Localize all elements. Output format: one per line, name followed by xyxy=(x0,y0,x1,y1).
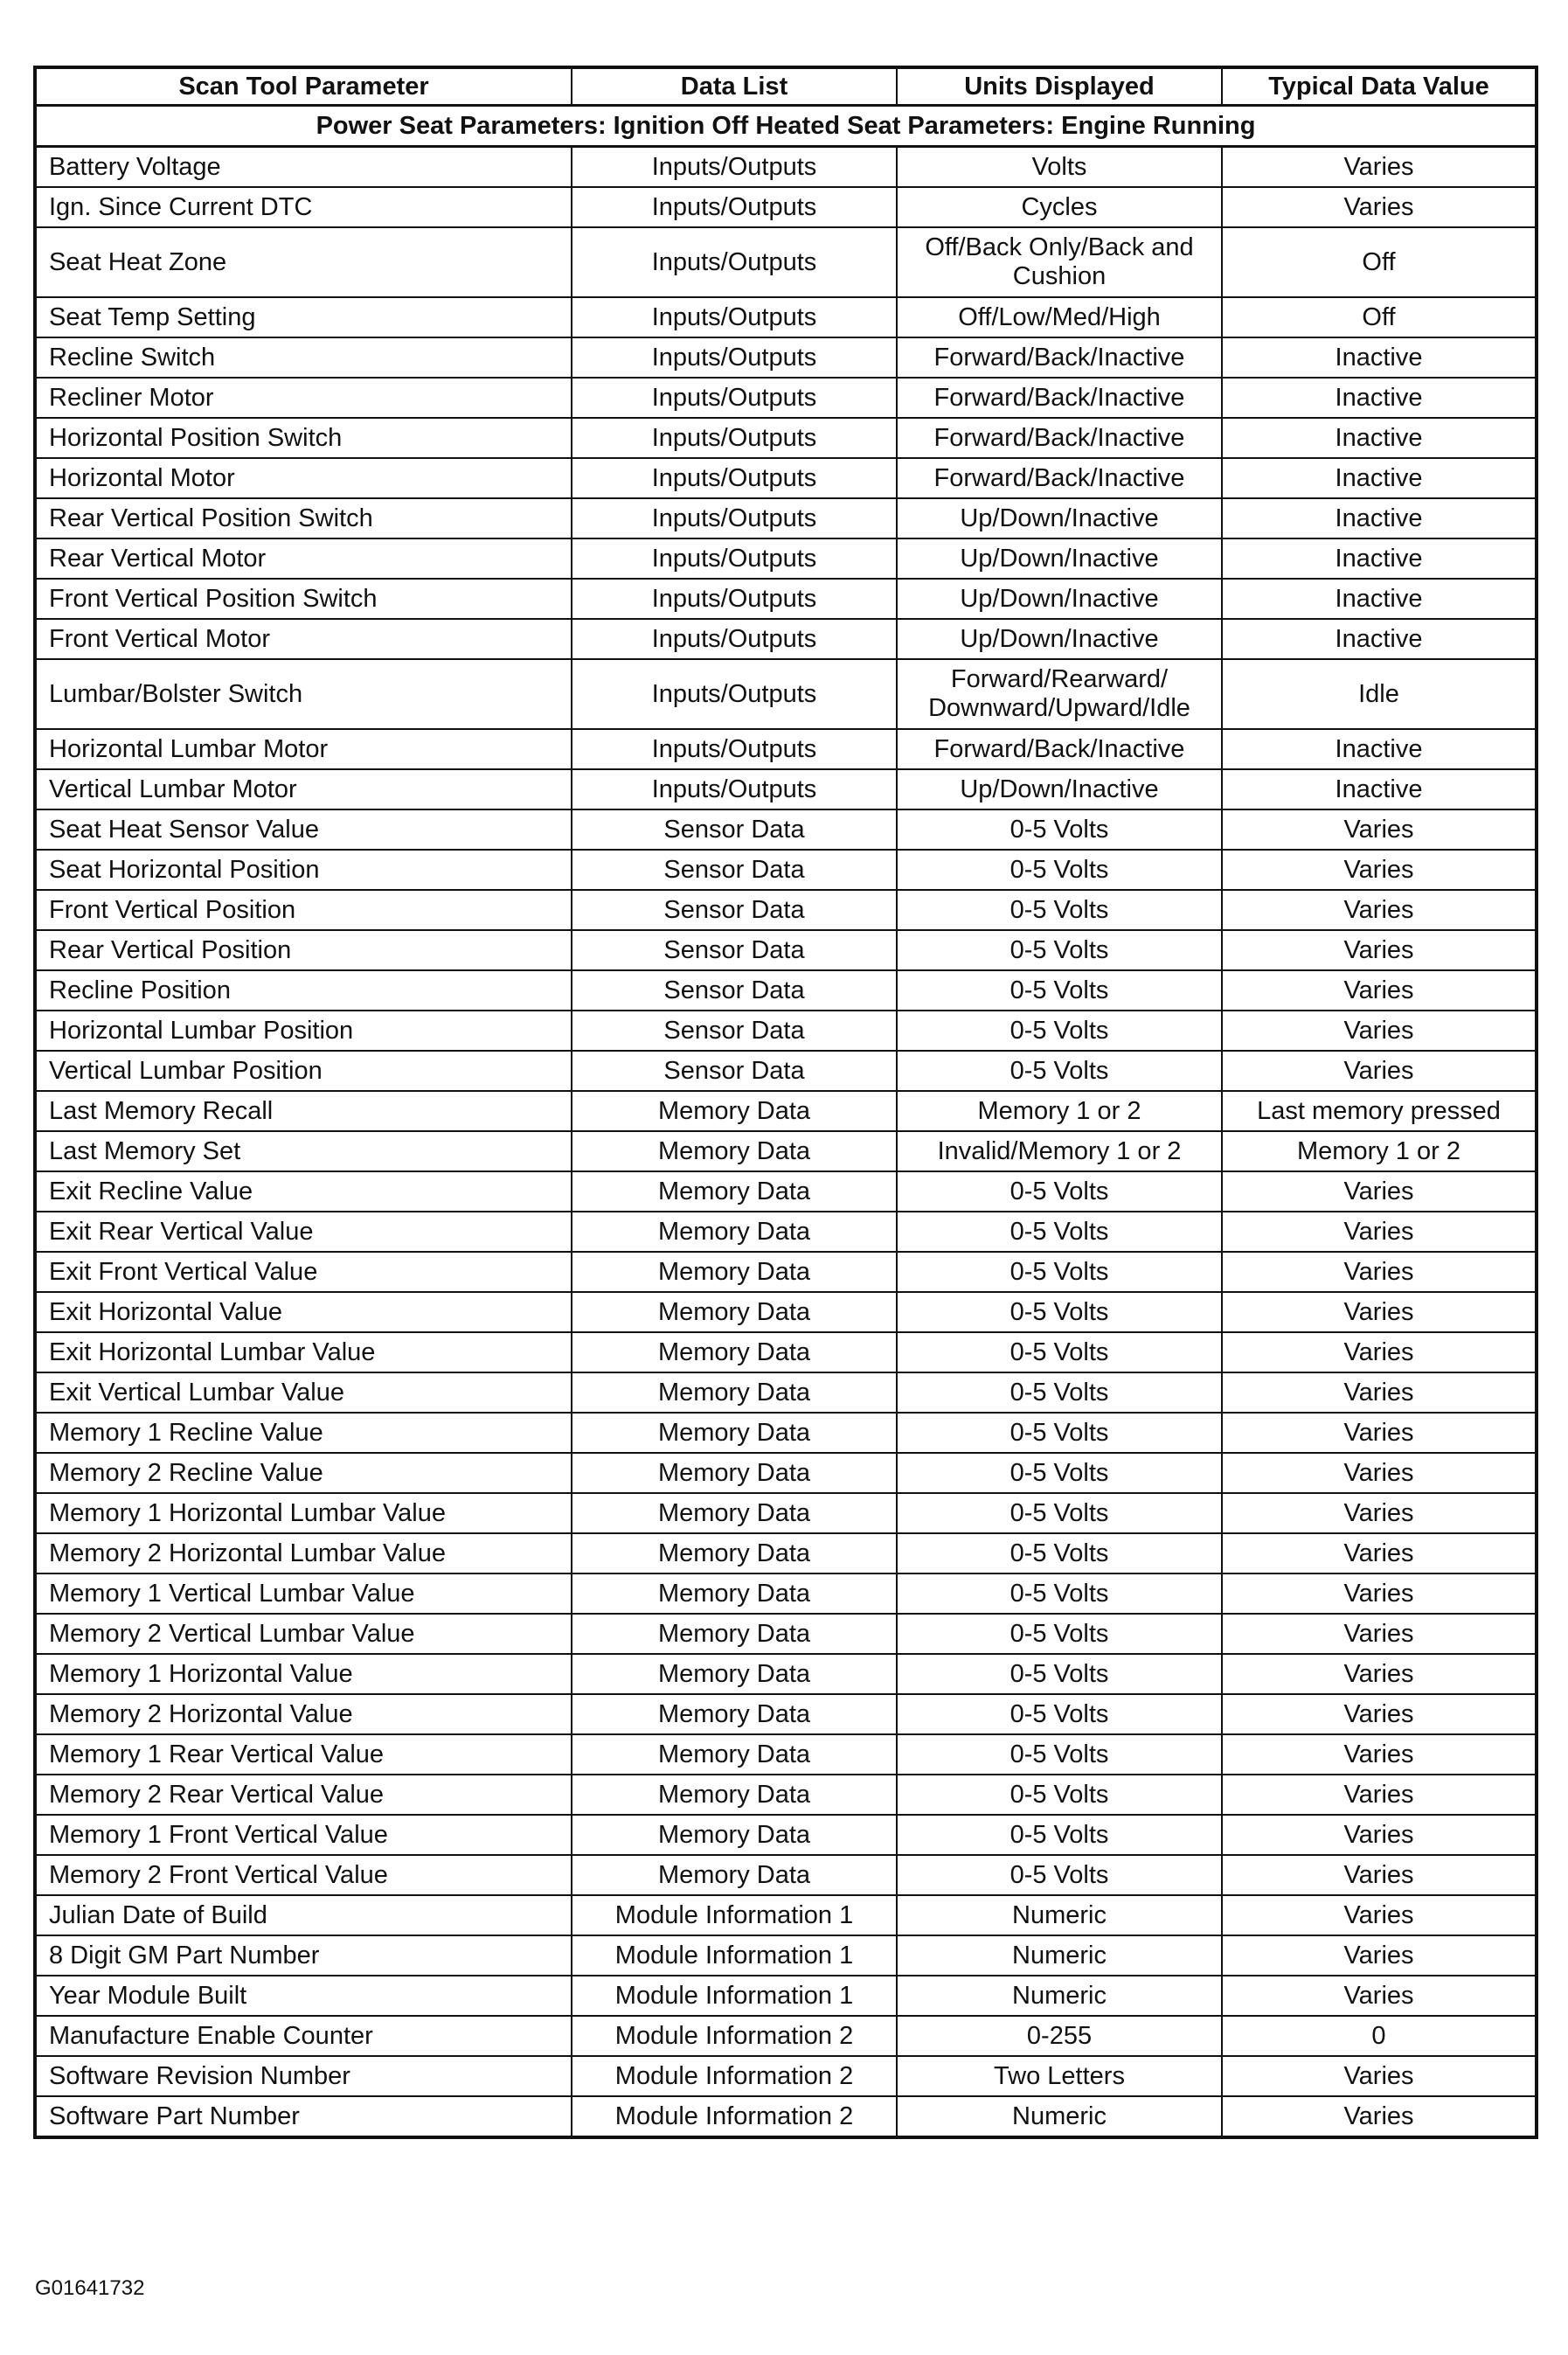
data-list-cell: Inputs/Outputs xyxy=(572,729,897,769)
table-row xyxy=(35,1533,1537,1573)
table-row xyxy=(35,930,1537,970)
table-row xyxy=(35,1453,1537,1493)
header-typical-data-value: Typical Data Value xyxy=(1222,67,1537,106)
units-cell: Numeric xyxy=(897,2096,1222,2137)
parameter-cell: Exit Rear Vertical Value xyxy=(35,1212,572,1252)
data-list-cell: Memory Data xyxy=(572,1372,897,1413)
units-cell: 0-5 Volts xyxy=(897,1573,1222,1614)
typical-value-cell: Varies xyxy=(1222,1212,1537,1252)
table-row xyxy=(35,1734,1537,1775)
typical-value-cell: Varies xyxy=(1222,1011,1537,1051)
parameter-cell: Memory 2 Vertical Lumbar Value xyxy=(35,1614,572,1654)
table-row xyxy=(35,1171,1537,1212)
table-row xyxy=(35,1332,1537,1372)
table-row xyxy=(35,418,1537,458)
parameter-cell: Software Part Number xyxy=(35,2096,572,2137)
typical-value-cell: Varies xyxy=(1222,1292,1537,1332)
typical-value-cell: Varies xyxy=(1222,1332,1537,1372)
units-cell: Invalid/Memory 1 or 2 xyxy=(897,1131,1222,1171)
table-row xyxy=(35,1895,1537,1935)
typical-value-cell: Varies xyxy=(1222,2096,1537,2137)
units-cell: 0-5 Volts xyxy=(897,1734,1222,1775)
units-cell: 0-5 Volts xyxy=(897,1453,1222,1493)
parameter-cell: Front Vertical Position Switch xyxy=(35,579,572,619)
parameter-cell: Seat Temp Setting xyxy=(35,297,572,337)
table-row xyxy=(35,809,1537,850)
units-cell: Forward/Back/Inactive xyxy=(897,378,1222,418)
header-data-list: Data List xyxy=(572,67,897,106)
typical-value-cell: Varies xyxy=(1222,1895,1537,1935)
typical-value-cell: Varies xyxy=(1222,930,1537,970)
parameter-cell: Memory 1 Recline Value xyxy=(35,1413,572,1453)
table-row xyxy=(35,1413,1537,1453)
typical-value-cell: Inactive xyxy=(1222,378,1537,418)
table-row xyxy=(35,2096,1537,2137)
units-cell: 0-5 Volts xyxy=(897,850,1222,890)
units-cell: Numeric xyxy=(897,1976,1222,2016)
units-cell: Memory 1 or 2 xyxy=(897,1091,1222,1131)
parameter-cell: Lumbar/Bolster Switch xyxy=(35,659,572,729)
parameter-cell: Ign. Since Current DTC xyxy=(35,187,572,227)
parameter-cell: Rear Vertical Motor xyxy=(35,538,572,579)
table-row xyxy=(35,1976,1537,2016)
data-list-cell: Memory Data xyxy=(572,1292,897,1332)
parameter-cell: Memory 2 Horizontal Lumbar Value xyxy=(35,1533,572,1573)
units-cell: 0-5 Volts xyxy=(897,1252,1222,1292)
parameter-cell: Memory 2 Rear Vertical Value xyxy=(35,1775,572,1815)
parameter-cell: Recline Position xyxy=(35,970,572,1011)
units-cell: Forward/Back/Inactive xyxy=(897,418,1222,458)
table-row xyxy=(35,659,1537,729)
typical-value-cell: Varies xyxy=(1222,850,1537,890)
typical-value-cell: Varies xyxy=(1222,890,1537,930)
typical-value-cell: Varies xyxy=(1222,1413,1537,1453)
data-list-cell: Module Information 1 xyxy=(572,1976,897,2016)
parameter-cell: Memory 2 Front Vertical Value xyxy=(35,1855,572,1895)
parameter-cell: Exit Vertical Lumbar Value xyxy=(35,1372,572,1413)
typical-value-cell: Varies xyxy=(1222,2056,1537,2096)
units-cell: Volts xyxy=(897,147,1222,188)
typical-value-cell: Varies xyxy=(1222,187,1537,227)
units-cell: Up/Down/Inactive xyxy=(897,579,1222,619)
figure-code: G01641732 xyxy=(35,2276,145,2300)
typical-value-cell: Varies xyxy=(1222,1815,1537,1855)
table-body xyxy=(35,106,1537,2138)
table-row xyxy=(35,538,1537,579)
parameter-cell: Memory 2 Recline Value xyxy=(35,1453,572,1493)
table-row xyxy=(35,1775,1537,1815)
data-list-cell: Sensor Data xyxy=(572,850,897,890)
table-row xyxy=(35,1493,1537,1533)
data-list-cell: Module Information 2 xyxy=(572,2016,897,2056)
typical-value-cell: Varies xyxy=(1222,1051,1537,1091)
table-row xyxy=(35,1091,1537,1131)
table-row xyxy=(35,187,1537,227)
table-row xyxy=(35,297,1537,337)
data-list-cell: Memory Data xyxy=(572,1614,897,1654)
table-row xyxy=(35,729,1537,769)
units-cell: 0-5 Volts xyxy=(897,1292,1222,1332)
data-list-cell: Inputs/Outputs xyxy=(572,538,897,579)
units-cell: 0-5 Volts xyxy=(897,1051,1222,1091)
parameter-cell: 8 Digit GM Part Number xyxy=(35,1935,572,1976)
table-row xyxy=(35,1292,1537,1332)
data-list-cell: Module Information 2 xyxy=(572,2056,897,2096)
typical-value-cell: Varies xyxy=(1222,1453,1537,1493)
data-list-cell: Memory Data xyxy=(572,1413,897,1453)
parameter-cell: Year Module Built xyxy=(35,1976,572,2016)
typical-value-cell: Inactive xyxy=(1222,337,1537,378)
parameter-cell: Seat Horizontal Position xyxy=(35,850,572,890)
data-list-cell: Memory Data xyxy=(572,1734,897,1775)
parameter-cell: Exit Horizontal Lumbar Value xyxy=(35,1332,572,1372)
units-cell: Up/Down/Inactive xyxy=(897,619,1222,659)
parameter-cell: Recliner Motor xyxy=(35,378,572,418)
parameter-cell: Seat Heat Zone xyxy=(35,227,572,297)
parameter-cell: Front Vertical Position xyxy=(35,890,572,930)
parameter-cell: Recline Switch xyxy=(35,337,572,378)
units-cell: Cycles xyxy=(897,187,1222,227)
header-units-displayed: Units Displayed xyxy=(897,67,1222,106)
table-row xyxy=(35,769,1537,809)
data-list-cell: Memory Data xyxy=(572,1533,897,1573)
data-list-cell: Memory Data xyxy=(572,1252,897,1292)
table-row xyxy=(35,227,1537,297)
parameter-cell: Horizontal Lumbar Position xyxy=(35,1011,572,1051)
data-list-cell: Inputs/Outputs xyxy=(572,337,897,378)
units-cell: 0-5 Volts xyxy=(897,1654,1222,1694)
parameter-cell: Seat Heat Sensor Value xyxy=(35,809,572,850)
units-cell: 0-5 Volts xyxy=(897,1372,1222,1413)
units-cell: 0-5 Volts xyxy=(897,1775,1222,1815)
units-cell: 0-5 Volts xyxy=(897,1694,1222,1734)
table-row xyxy=(35,1935,1537,1976)
units-cell: Off/Back Only/Back and Cushion xyxy=(897,227,1222,297)
data-list-cell: Memory Data xyxy=(572,1493,897,1533)
table-row xyxy=(35,970,1537,1011)
parameter-cell: Last Memory Set xyxy=(35,1131,572,1171)
table-row xyxy=(35,1573,1537,1614)
table-row xyxy=(35,850,1537,890)
units-cell: Numeric xyxy=(897,1895,1222,1935)
data-list-cell: Inputs/Outputs xyxy=(572,418,897,458)
parameter-cell: Vertical Lumbar Position xyxy=(35,1051,572,1091)
parameter-cell: Last Memory Recall xyxy=(35,1091,572,1131)
typical-value-cell: Inactive xyxy=(1222,538,1537,579)
table-row xyxy=(35,378,1537,418)
table-row xyxy=(35,337,1537,378)
table-row xyxy=(35,1011,1537,1051)
parameter-cell: Rear Vertical Position Switch xyxy=(35,498,572,538)
data-list-cell: Memory Data xyxy=(572,1131,897,1171)
typical-value-cell: Off xyxy=(1222,227,1537,297)
units-cell: 0-5 Volts xyxy=(897,1212,1222,1252)
parameter-cell: Julian Date of Build xyxy=(35,1895,572,1935)
typical-value-cell: Off xyxy=(1222,297,1537,337)
table-row xyxy=(35,1614,1537,1654)
typical-value-cell: 0 xyxy=(1222,2016,1537,2056)
data-list-cell: Sensor Data xyxy=(572,890,897,930)
table-row xyxy=(35,1131,1537,1171)
data-list-cell: Memory Data xyxy=(572,1573,897,1614)
parameter-cell: Exit Front Vertical Value xyxy=(35,1252,572,1292)
parameter-cell: Rear Vertical Position xyxy=(35,930,572,970)
data-list-cell: Memory Data xyxy=(572,1091,897,1131)
parameter-cell: Manufacture Enable Counter xyxy=(35,2016,572,2056)
units-cell: Up/Down/Inactive xyxy=(897,498,1222,538)
parameter-cell: Memory 2 Horizontal Value xyxy=(35,1694,572,1734)
data-list-cell: Memory Data xyxy=(572,1453,897,1493)
data-list-cell: Inputs/Outputs xyxy=(572,227,897,297)
data-list-cell: Inputs/Outputs xyxy=(572,579,897,619)
data-list-cell: Memory Data xyxy=(572,1654,897,1694)
typical-value-cell: Inactive xyxy=(1222,619,1537,659)
units-cell: 0-5 Volts xyxy=(897,930,1222,970)
units-cell: 0-5 Volts xyxy=(897,1815,1222,1855)
units-cell: 0-5 Volts xyxy=(897,1855,1222,1895)
typical-value-cell: Varies xyxy=(1222,1654,1537,1694)
typical-value-cell: Varies xyxy=(1222,1734,1537,1775)
units-cell: Forward/Back/Inactive xyxy=(897,729,1222,769)
units-cell: 0-5 Volts xyxy=(897,1332,1222,1372)
typical-value-cell: Varies xyxy=(1222,1614,1537,1654)
units-cell: Up/Down/Inactive xyxy=(897,538,1222,579)
units-cell: 0-5 Volts xyxy=(897,1614,1222,1654)
table-row xyxy=(35,2016,1537,2056)
table-row xyxy=(35,1051,1537,1091)
data-list-cell: Inputs/Outputs xyxy=(572,147,897,188)
typical-value-cell: Varies xyxy=(1222,1694,1537,1734)
units-cell: 0-5 Volts xyxy=(897,890,1222,930)
typical-value-cell: Inactive xyxy=(1222,579,1537,619)
scan-tool-data-table xyxy=(33,66,1538,2139)
section-title: Power Seat Parameters: Ignition Off Heated Seat Parameters: Engine Running xyxy=(35,106,1537,147)
data-list-cell: Memory Data xyxy=(572,1855,897,1895)
units-cell: Forward/Back/Inactive xyxy=(897,337,1222,378)
data-list-cell: Memory Data xyxy=(572,1212,897,1252)
units-cell: 0-5 Volts xyxy=(897,1011,1222,1051)
data-list-cell: Inputs/Outputs xyxy=(572,659,897,729)
data-list-cell: Inputs/Outputs xyxy=(572,297,897,337)
data-list-cell: Sensor Data xyxy=(572,809,897,850)
parameter-cell: Memory 1 Rear Vertical Value xyxy=(35,1734,572,1775)
table-row xyxy=(35,458,1537,498)
typical-value-cell: Varies xyxy=(1222,1935,1537,1976)
header-scan-tool-parameter: Scan Tool Parameter xyxy=(35,67,572,106)
table-row xyxy=(35,890,1537,930)
data-list-cell: Memory Data xyxy=(572,1815,897,1855)
units-cell: 0-5 Volts xyxy=(897,1533,1222,1573)
units-cell: Two Letters xyxy=(897,2056,1222,2096)
data-list-cell: Memory Data xyxy=(572,1171,897,1212)
parameter-cell: Horizontal Motor xyxy=(35,458,572,498)
data-list-cell: Sensor Data xyxy=(572,930,897,970)
parameter-cell: Front Vertical Motor xyxy=(35,619,572,659)
parameter-cell: Memory 1 Horizontal Value xyxy=(35,1654,572,1694)
units-cell: 0-5 Volts xyxy=(897,1413,1222,1453)
typical-value-cell: Varies xyxy=(1222,970,1537,1011)
typical-value-cell: Varies xyxy=(1222,1372,1537,1413)
table-header xyxy=(35,67,1537,106)
table-row xyxy=(35,1252,1537,1292)
parameter-cell: Memory 1 Vertical Lumbar Value xyxy=(35,1573,572,1614)
parameter-cell: Battery Voltage xyxy=(35,147,572,188)
table-row xyxy=(35,579,1537,619)
data-list-cell: Inputs/Outputs xyxy=(572,458,897,498)
table-row xyxy=(35,1815,1537,1855)
typical-value-cell: Varies xyxy=(1222,809,1537,850)
units-cell: Up/Down/Inactive xyxy=(897,769,1222,809)
parameter-cell: Exit Horizontal Value xyxy=(35,1292,572,1332)
data-list-cell: Memory Data xyxy=(572,1775,897,1815)
units-cell: Numeric xyxy=(897,1935,1222,1976)
parameter-cell: Vertical Lumbar Motor xyxy=(35,769,572,809)
typical-value-cell: Memory 1 or 2 xyxy=(1222,1131,1537,1171)
typical-value-cell: Varies xyxy=(1222,1252,1537,1292)
data-list-cell: Sensor Data xyxy=(572,970,897,1011)
data-list-cell: Module Information 2 xyxy=(572,2096,897,2137)
typical-value-cell: Inactive xyxy=(1222,418,1537,458)
typical-value-cell: Inactive xyxy=(1222,458,1537,498)
units-cell: 0-5 Volts xyxy=(897,809,1222,850)
data-list-cell: Sensor Data xyxy=(572,1051,897,1091)
data-list-cell: Sensor Data xyxy=(572,1011,897,1051)
data-list-cell: Module Information 1 xyxy=(572,1935,897,1976)
typical-value-cell: Varies xyxy=(1222,1976,1537,2016)
units-cell: 0-5 Volts xyxy=(897,970,1222,1011)
typical-value-cell: Varies xyxy=(1222,1533,1537,1573)
typical-value-cell: Varies xyxy=(1222,1775,1537,1815)
table-row xyxy=(35,1372,1537,1413)
data-list-cell: Inputs/Outputs xyxy=(572,378,897,418)
typical-value-cell: Last memory pressed xyxy=(1222,1091,1537,1131)
parameter-cell: Memory 1 Front Vertical Value xyxy=(35,1815,572,1855)
typical-value-cell: Varies xyxy=(1222,147,1537,188)
parameter-cell: Horizontal Lumbar Motor xyxy=(35,729,572,769)
units-cell: Forward/Back/Inactive xyxy=(897,458,1222,498)
units-cell: 0-5 Volts xyxy=(897,1493,1222,1533)
typical-value-cell: Varies xyxy=(1222,1493,1537,1533)
section-row xyxy=(35,106,1537,147)
data-list-cell: Memory Data xyxy=(572,1694,897,1734)
table-row xyxy=(35,147,1537,188)
parameter-cell: Horizontal Position Switch xyxy=(35,418,572,458)
table-row xyxy=(35,1212,1537,1252)
units-cell: Off/Low/Med/High xyxy=(897,297,1222,337)
units-cell: Forward/Rearward/ Downward/Upward/Idle xyxy=(897,659,1222,729)
typical-value-cell: Varies xyxy=(1222,1855,1537,1895)
table-row xyxy=(35,1855,1537,1895)
typical-value-cell: Varies xyxy=(1222,1171,1537,1212)
data-list-cell: Inputs/Outputs xyxy=(572,187,897,227)
table-row xyxy=(35,2056,1537,2096)
typical-value-cell: Varies xyxy=(1222,1573,1537,1614)
typical-value-cell: Inactive xyxy=(1222,769,1537,809)
parameter-cell: Memory 1 Horizontal Lumbar Value xyxy=(35,1493,572,1533)
typical-value-cell: Idle xyxy=(1222,659,1537,729)
data-list-cell: Inputs/Outputs xyxy=(572,498,897,538)
scan-tool-data-table-wrapper xyxy=(33,66,1535,2139)
parameter-cell: Exit Recline Value xyxy=(35,1171,572,1212)
units-cell: 0-5 Volts xyxy=(897,1171,1222,1212)
units-cell: 0-255 xyxy=(897,2016,1222,2056)
data-list-cell: Memory Data xyxy=(572,1332,897,1372)
data-list-cell: Module Information 1 xyxy=(572,1895,897,1935)
table-row xyxy=(35,1694,1537,1734)
data-list-cell: Inputs/Outputs xyxy=(572,619,897,659)
typical-value-cell: Inactive xyxy=(1222,498,1537,538)
header-row xyxy=(35,67,1537,106)
table-row xyxy=(35,619,1537,659)
table-row xyxy=(35,1654,1537,1694)
typical-value-cell: Inactive xyxy=(1222,729,1537,769)
parameter-cell: Software Revision Number xyxy=(35,2056,572,2096)
data-list-cell: Inputs/Outputs xyxy=(572,769,897,809)
table-row xyxy=(35,498,1537,538)
